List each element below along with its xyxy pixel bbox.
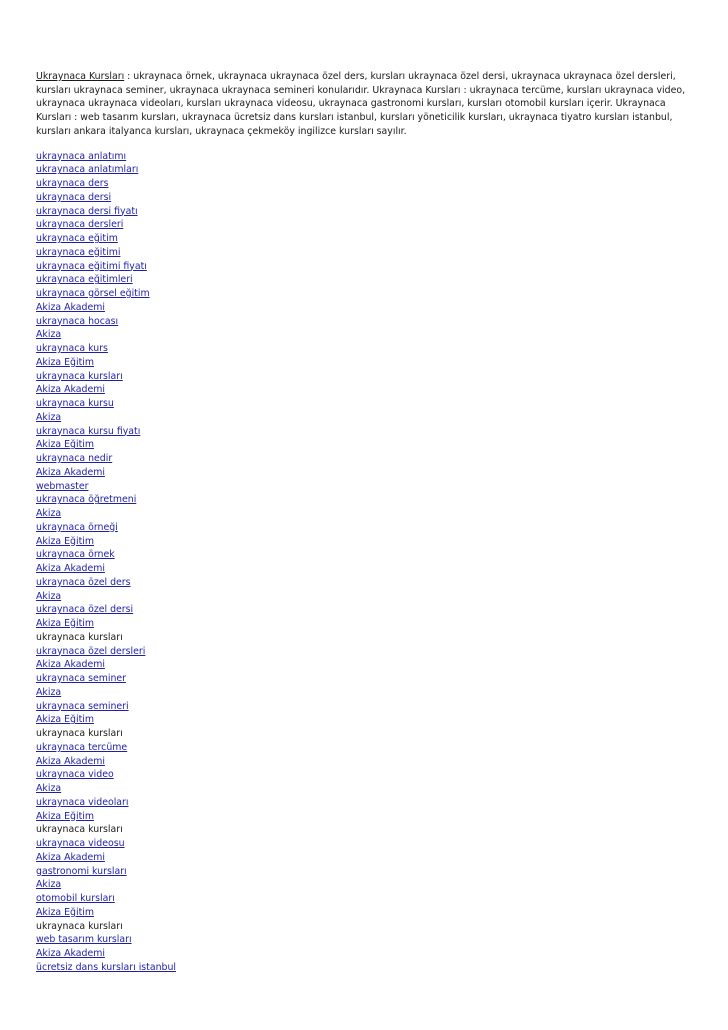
list-item	[36, 273, 702, 287]
list-item	[36, 425, 702, 439]
list-item-link[interactable]: Akiza	[36, 508, 62, 520]
list-item	[36, 356, 702, 370]
list-item-link[interactable]: ukraynaca anlatımları	[36, 164, 139, 176]
list-item-link[interactable]: ukraynaca kursları	[36, 370, 123, 382]
list-item-link[interactable]: Akiza Eğitim	[36, 906, 94, 918]
list-item	[36, 480, 702, 494]
list-item	[36, 878, 702, 892]
list-item-link[interactable]: ukraynaca örnek	[36, 549, 115, 561]
list-item	[36, 933, 702, 947]
list-item	[36, 961, 702, 975]
list-item	[36, 163, 702, 177]
list-item	[36, 603, 702, 617]
list-item-link[interactable]: Akiza Eğitim	[36, 439, 94, 451]
list-item-link[interactable]: Akiza Akademi	[36, 384, 105, 396]
list-item	[36, 700, 702, 714]
list-item	[36, 782, 702, 796]
list-item-link[interactable]: Akiza Akademi	[36, 755, 105, 767]
list-item	[36, 383, 702, 397]
list-item-link[interactable]: webmaster	[36, 480, 89, 492]
list-item-link[interactable]: ukraynaca görsel eğitim	[36, 288, 150, 300]
list-item	[36, 823, 702, 837]
list-item	[36, 947, 702, 961]
list-item-link[interactable]: Akiza	[36, 879, 62, 891]
list-item	[36, 686, 702, 700]
list-item-link[interactable]: ukraynaca kurs	[36, 343, 108, 355]
list-item	[36, 920, 702, 934]
list-item-link[interactable]: Akiza Akademi	[36, 948, 105, 960]
list-item	[36, 892, 702, 906]
list-item-link[interactable]: Akiza Akademi	[36, 301, 105, 313]
list-item-link[interactable]: Akiza	[36, 590, 62, 602]
list-item-link[interactable]: ukraynaca semineri	[36, 700, 129, 712]
list-item-link[interactable]: Akiza Eğitim	[36, 714, 94, 726]
list-item	[36, 452, 702, 466]
list-item-link[interactable]: Akiza Eğitim	[36, 618, 94, 630]
list-item-link[interactable]: ukraynaca dersi fiyatı	[36, 205, 138, 217]
intro-title-link[interactable]: Ukraynaca Kursları	[36, 71, 125, 82]
list-item	[36, 521, 702, 535]
list-item	[36, 727, 702, 741]
list-item-link[interactable]: ukraynaca videoları	[36, 796, 129, 808]
list-item	[36, 328, 702, 342]
list-item	[36, 493, 702, 507]
list-item-link[interactable]: ukraynaca öğretmeni	[36, 494, 137, 506]
list-item-link[interactable]: ukraynaca nedir	[36, 453, 113, 465]
list-item	[36, 342, 702, 356]
intro-text: : ukraynaca örnek, ukraynaca ukraynaca özel ders, kursları ukraynaca özel dersi, ukraynaca ukraynaca özel dersleri, kursları ukraynaca seminer, ukraynaca ukraynaca semineri konularıdır. Ukraynaca Kursları : ukraynaca tercüme, kursları ukraynaca video, ukraynaca ukraynaca videoları, kursları ukraynaca videosu, ukraynaca gastronomi kursları, kursları otomobil kursları içerir. Ukraynaca Kursları : web tasarım kursları, ukraynaca ücretsiz dans kursları istanbul, kursları yöneticilik kursları, ukraynaca tiyatro kursları istanbul, kursları ankara italyanca kursları, ukraynaca çekmeköy ingilizce kursları sayılır.	[36, 71, 686, 137]
list-item	[36, 645, 702, 659]
list-item-link[interactable]: ukraynaca eğitim	[36, 233, 118, 245]
list-item	[36, 232, 702, 246]
list-item	[36, 562, 702, 576]
list-item	[36, 741, 702, 755]
list-item-text: ukraynaca kursları	[36, 728, 123, 740]
list-item	[36, 438, 702, 452]
list-item	[36, 397, 702, 411]
list-item	[36, 218, 702, 232]
list-item	[36, 191, 702, 205]
list-item	[36, 631, 702, 645]
list-item	[36, 260, 702, 274]
list-item	[36, 576, 702, 590]
document-page	[36, 70, 702, 975]
list-item-link[interactable]: ukraynaca özel ders	[36, 576, 131, 588]
list-item-link[interactable]: web tasarım kursları	[36, 934, 132, 946]
list-item-link[interactable]: ukraynaca ders	[36, 178, 109, 190]
list-item	[36, 177, 702, 191]
list-item-text: ukraynaca kursları	[36, 920, 123, 932]
list-item-link[interactable]: ukraynaca anlatımı	[36, 150, 127, 162]
list-item-link[interactable]: ukraynaca özel dersleri	[36, 645, 146, 657]
list-item	[36, 205, 702, 219]
list-item-link[interactable]: ukraynaca eğitimi fiyatı	[36, 260, 147, 272]
list-item-link[interactable]: ukraynaca hocası	[36, 315, 119, 327]
list-item	[36, 658, 702, 672]
list-item	[36, 617, 702, 631]
list-item-link[interactable]: ukraynaca eğitimleri	[36, 274, 133, 286]
list-item-link[interactable]: Akiza Akademi	[36, 659, 105, 671]
list-item-link[interactable]: ukraynaca örneği	[36, 521, 118, 533]
list-item	[36, 315, 702, 329]
list-item	[36, 672, 702, 686]
list-item-link[interactable]: ukraynaca seminer	[36, 673, 127, 685]
intro-paragraph	[36, 70, 702, 139]
list-item	[36, 768, 702, 782]
list-item	[36, 287, 702, 301]
list-item-link[interactable]: otomobil kursları	[36, 893, 115, 905]
list-item-link[interactable]: ukraynaca kursu	[36, 398, 114, 410]
list-item	[36, 466, 702, 480]
list-item	[36, 548, 702, 562]
list-item-link[interactable]: Akiza Akademi	[36, 563, 105, 575]
list-item-link[interactable]: ücretsiz dans kursları istanbul	[36, 961, 177, 973]
list-item-link[interactable]: Akiza Akademi	[36, 851, 105, 863]
list-item-link[interactable]: ukraynaca özel dersi	[36, 604, 134, 616]
list-item-link[interactable]: ukraynaca dersi	[36, 191, 112, 203]
list-item-link[interactable]: ukraynaca dersleri	[36, 219, 124, 231]
list-item-link[interactable]: Akiza Eğitim	[36, 356, 94, 368]
list-item-link[interactable]: Akiza Eğitim	[36, 535, 94, 547]
list-item	[36, 906, 702, 920]
list-item-link[interactable]: ukraynaca eğitimi	[36, 246, 121, 258]
list-item	[36, 810, 702, 824]
list-item-link[interactable]: ukraynaca video	[36, 769, 114, 781]
list-item-link[interactable]: gastronomi kursları	[36, 865, 127, 877]
list-item	[36, 507, 702, 521]
list-item-link[interactable]: Akiza	[36, 411, 62, 423]
list-item-link[interactable]: Akiza Akademi	[36, 466, 105, 478]
list-item-text: ukraynaca kursları	[36, 631, 123, 643]
list-item	[36, 370, 702, 384]
list-item	[36, 851, 702, 865]
list-item	[36, 411, 702, 425]
list-item-link[interactable]: ukraynaca tercüme	[36, 741, 128, 753]
list-item-link[interactable]: ukraynaca kursu fiyatı	[36, 425, 141, 437]
link-list	[36, 150, 702, 975]
list-item	[36, 246, 702, 260]
list-item	[36, 535, 702, 549]
list-item	[36, 755, 702, 769]
list-item-text: ukraynaca kursları	[36, 824, 123, 836]
list-item	[36, 837, 702, 851]
list-item-link[interactable]: Akiza	[36, 783, 62, 795]
list-item	[36, 796, 702, 810]
list-item	[36, 590, 702, 604]
list-item-link[interactable]: Akiza Eğitim	[36, 810, 94, 822]
list-item-link[interactable]: Akiza	[36, 686, 62, 698]
list-item	[36, 150, 702, 164]
list-item	[36, 865, 702, 879]
list-item-link[interactable]: Akiza	[36, 329, 62, 341]
list-item	[36, 713, 702, 727]
list-item	[36, 301, 702, 315]
list-item-link[interactable]: ukraynaca videosu	[36, 838, 125, 850]
